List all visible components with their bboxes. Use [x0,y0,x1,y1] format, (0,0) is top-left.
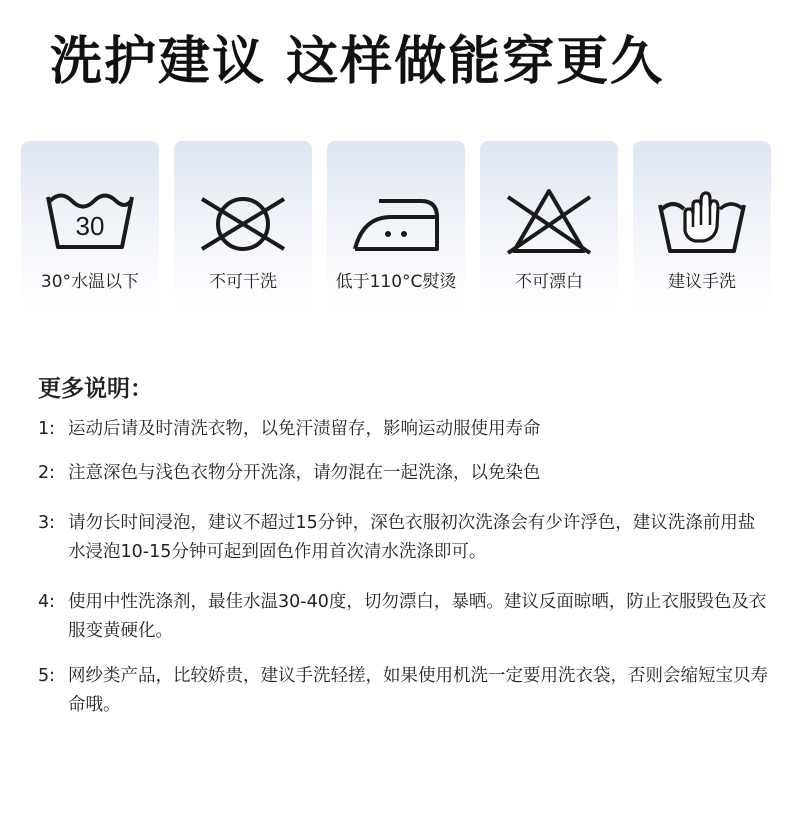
care-card-no-bleach [480,141,618,319]
care-label: 建议手洗 [668,272,736,292]
wash-30-icon [45,187,135,257]
care-card-no-dry-clean [174,141,312,319]
iron-low-icon [351,187,441,257]
care-card-wash-30 [21,141,159,319]
note-text: 使用中性洗涤剂，最佳水温30-40度，切勿漂白，暴晒。建议反面晾晒，防止衣服毁色及衣服变黄硬化。 [68,592,767,641]
care-label: 不可漂白 [515,272,583,292]
care-label: 不可干洗 [209,272,277,292]
note-number: 4: [38,592,56,612]
note-item [38,459,768,488]
page-title: 洗护建议 这样做能穿更久 [50,32,665,92]
more-info-heading: 更多说明： [38,376,153,402]
note-number: 2: [38,463,56,483]
care-label: 30°水温以下 [40,272,140,292]
do-not-wash-icon [198,187,288,257]
note-text: 运动后请及时清洗衣物，以免汗渍留存，影响运动服使用寿命 [68,419,541,439]
note-number: 1: [38,419,56,439]
note-item [38,415,768,444]
note-item [38,509,768,567]
note-number: 3: [38,513,56,533]
note-text: 网纱类产品，比较娇贵，建议手洗轻搓，如果使用机洗一定要用洗衣袋，否则会缩短宝贝寿命哦。 [68,666,768,715]
note-item [38,662,768,720]
note-number: 5: [38,666,56,686]
note-item [38,588,768,646]
note-text: 请勿长时间浸泡，建议不超过15分钟，深色衣服初次洗涤会有少许浮色，建议洗涤前用盐水浸泡10-15分钟可起到固色作用首次清水洗涤即可。 [68,513,756,562]
note-text: 注意深色与浅色衣物分开洗涤，请勿混在一起洗涤，以免染色 [68,463,541,483]
do-not-bleach-icon [504,187,594,257]
hand-wash-icon [657,187,747,257]
care-icon-row [21,141,771,319]
care-card-hand-wash [633,141,771,319]
wash-temp-number: 30 [75,211,105,241]
care-label: 低于110°C熨烫 [335,272,457,292]
care-card-iron [327,141,465,319]
